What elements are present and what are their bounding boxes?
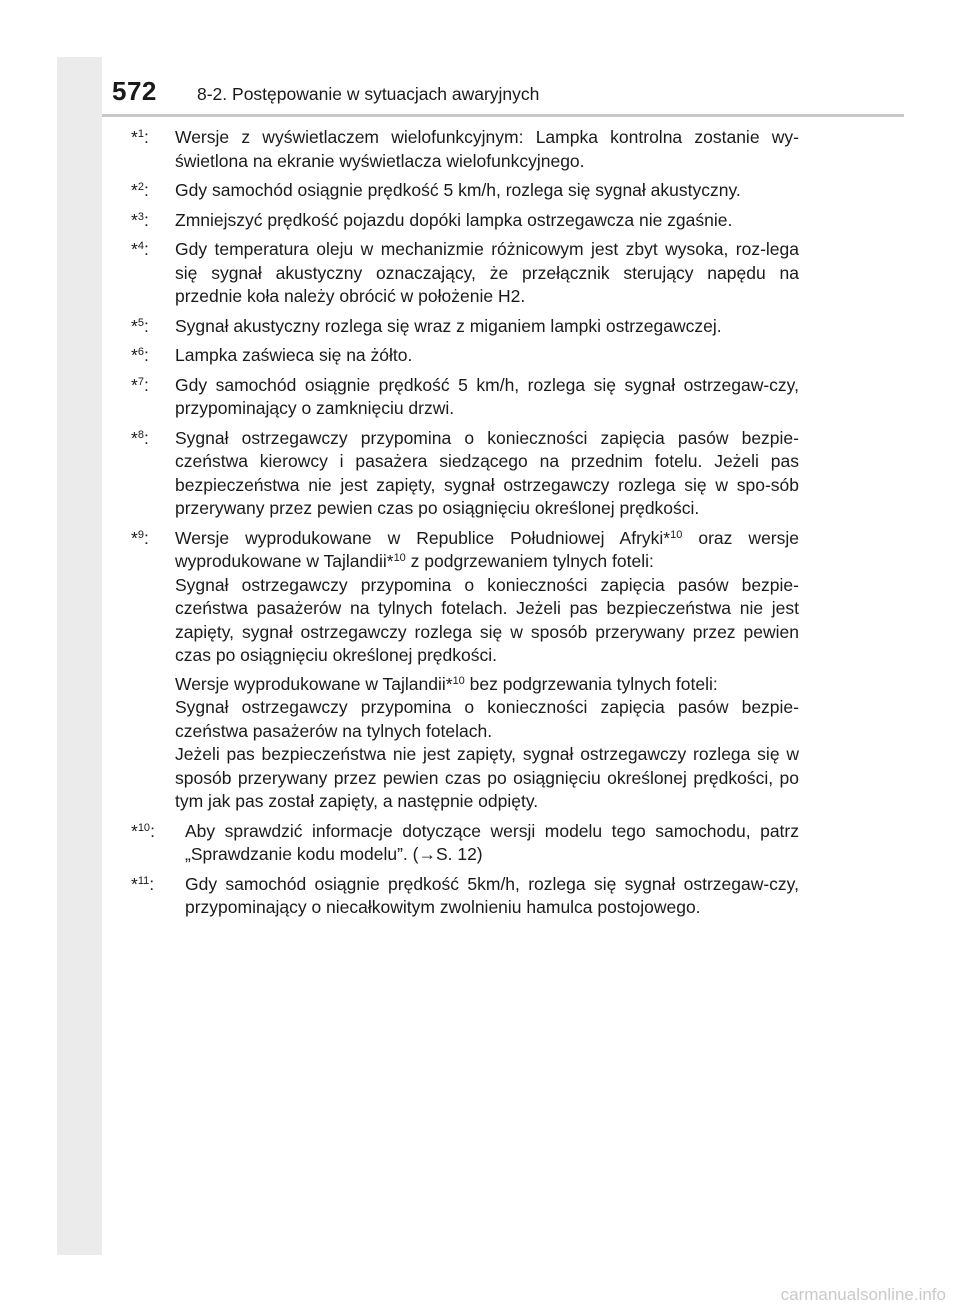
footnote-text: Wersje wyprodukowane w Republice Południowej Afryki* xyxy=(175,527,671,548)
footnote-paragraph xyxy=(175,527,799,574)
footnote-text: Gdy samochód osiągnie prędkość 5km/h, rozlega się sygnał ostrzegaw-czy, przypominający o niecałkowitym zwolnieniu hamulca postojowego. xyxy=(185,873,799,917)
footnote-paragraph xyxy=(175,374,799,421)
footnote-number: 9 xyxy=(137,528,144,541)
footnote-paragraph xyxy=(175,209,799,233)
footnote-marker: *$^4$: xyxy=(131,239,149,259)
footnote-number: 2 xyxy=(137,181,144,193)
footnote-number: 10 xyxy=(137,821,151,834)
footnote-marker: *$^7$: xyxy=(131,374,149,395)
footnote-text: z podgrzewaniem tylnych foteli: xyxy=(405,551,654,571)
footnote-reference: 10 xyxy=(670,528,683,541)
footnote-marker: *$^{11}$: xyxy=(131,873,155,894)
footnote-text: Gdy temperatura oleju w mechanizmie różnicowym jest zbyt wysoka, roz-lega się sygnał akustyczny oznaczający, że przełącznik sterujący napędu na przednie koła należy obrócić w położenie H2. xyxy=(175,239,799,306)
footnote-number: 11 xyxy=(137,874,150,887)
footnote-paragraph xyxy=(175,126,799,173)
footnote-paragraph xyxy=(175,427,799,521)
footnote-number: 5 xyxy=(137,316,144,329)
footnote-item xyxy=(131,527,799,814)
footnote-number: 8 xyxy=(137,428,144,441)
footnote-paragraph xyxy=(185,820,799,867)
footnote-marker: *$^8$: xyxy=(131,427,149,448)
footnote-item xyxy=(131,238,799,309)
footnote-text: Wersje wyprodukowane w Tajlandii* xyxy=(175,673,453,694)
footnote-text: Sygnał ostrzegawczy przypomina o konieczności zapięcia pasów bezpie-czeństwa pasażerów na tylnych fotelach. Jeżeli pas bezpieczeństwa nie jest zapięty, sygnał ostrzegawczy rozlega się w sposób przerywany przez pewien czas po osiągnięciu określonej prędkości. xyxy=(175,574,799,665)
footnote-marker: *$^6$: xyxy=(131,345,149,365)
footnote-paragraph xyxy=(175,238,799,309)
footnote-text: Zmniejszyć prędkość pojazdu dopóki lampka ostrzegawcza nie zgaśnie. xyxy=(175,209,733,230)
footnote-text: Gdy samochód osiągnie prędkość 5 km/h, rozlega się sygnał akustyczny. xyxy=(175,180,741,200)
margin-tab-bar xyxy=(57,57,102,1255)
footnote-text: Wersje z wyświetlaczem wielofunkcyjnym: Lampka kontrolna zostanie wy-świetlona na ekranie wyświetlacza wielofunkcyjnego. xyxy=(175,127,799,171)
watermark-text: carmanualsonline.info xyxy=(780,1285,946,1304)
footnote-paragraph xyxy=(185,873,799,920)
footnote-text: Jeżeli pas bezpieczeństwa nie jest zapięty, sygnał ostrzegawczy rozlega się w sposób przerywany przez pewien czas po osiągnięciu określonej prędkości, po tym jak pas został zapięty, a następnie odpięty. xyxy=(175,744,799,811)
footnote-item xyxy=(131,179,799,203)
footnote-paragraph xyxy=(175,344,799,368)
footnote-marker: *$^3$: xyxy=(131,209,149,230)
header-divider xyxy=(102,114,904,117)
footnote-number: 6 xyxy=(137,346,144,358)
footnotes-list xyxy=(131,126,799,926)
footnote-marker: *$^2$: xyxy=(131,180,149,200)
footnote-text: bez podgrzewania tylnych foteli: xyxy=(464,673,718,694)
footnote-text: Sygnał ostrzegawczy przypomina o konieczności zapięcia pasów bezpie-czeństwa pasażerów na tylnych fotelach. xyxy=(175,697,799,741)
footnote-item xyxy=(131,873,799,920)
footnote-text: oraz wersje wyprodukowane w Tajlandii* xyxy=(175,527,799,571)
footnote-item xyxy=(131,209,799,233)
footnote-number: 1 xyxy=(137,128,144,140)
footnote-marker: *$^{10}$: xyxy=(131,820,155,841)
footnote-paragraph xyxy=(175,179,799,203)
footnote-paragraph xyxy=(175,673,799,697)
footnote-paragraph xyxy=(175,743,799,814)
footnote-number: 3 xyxy=(137,210,144,223)
footnote-item xyxy=(131,427,799,521)
footnote-text: Aby sprawdzić informacje dotyczące wersji modelu tego samochodu, patrz „Sprawdzanie kodu modelu”. (→S. 12) xyxy=(185,820,799,864)
footnote-reference: 10 xyxy=(393,552,406,564)
section-title: 8-2. Postępowanie w sytuacjach awaryjnych xyxy=(197,84,540,104)
footnote-text: Gdy samochód osiągnie prędkość 5 km/h, rozlega się sygnał ostrzegaw-czy, przypominający o zamknięciu drzwi. xyxy=(175,374,799,418)
footnote-marker: *$^5$: xyxy=(131,315,149,336)
footnote-marker: *$^9$: xyxy=(131,527,149,548)
footnote-paragraph xyxy=(175,574,799,668)
footnote-reference: 10 xyxy=(452,674,465,687)
footnote-paragraph xyxy=(175,315,799,339)
page-number: 572 xyxy=(112,76,157,106)
footnote-item xyxy=(131,315,799,339)
footnote-item xyxy=(131,344,799,368)
footnote-text: Sygnał ostrzegawczy przypomina o konieczności zapięcia pasów bezpie-czeństwa kierowcy i pasażera siedzącego na przednim fotelu. Jeżeli pas bezpieczeństwa nie jest zapięty, sygnał ostrzegawczy rozlega się w spo-sób przerywany przez pewien czas po osiągnięciu określonej prędkości. xyxy=(175,427,799,518)
footnote-item xyxy=(131,374,799,421)
footnote-paragraph xyxy=(175,696,799,743)
footnote-marker: *$^1$: xyxy=(131,127,149,147)
footnote-number: 7 xyxy=(137,375,144,388)
footnote-number: 4 xyxy=(137,240,144,252)
footnote-item xyxy=(131,820,799,867)
footnote-item xyxy=(131,126,799,173)
footnote-text: Lampka zaświeca się na żółto. xyxy=(175,345,413,365)
footnote-text: Sygnał akustyczny rozlega się wraz z miganiem lampki ostrzegawczej. xyxy=(175,315,722,336)
